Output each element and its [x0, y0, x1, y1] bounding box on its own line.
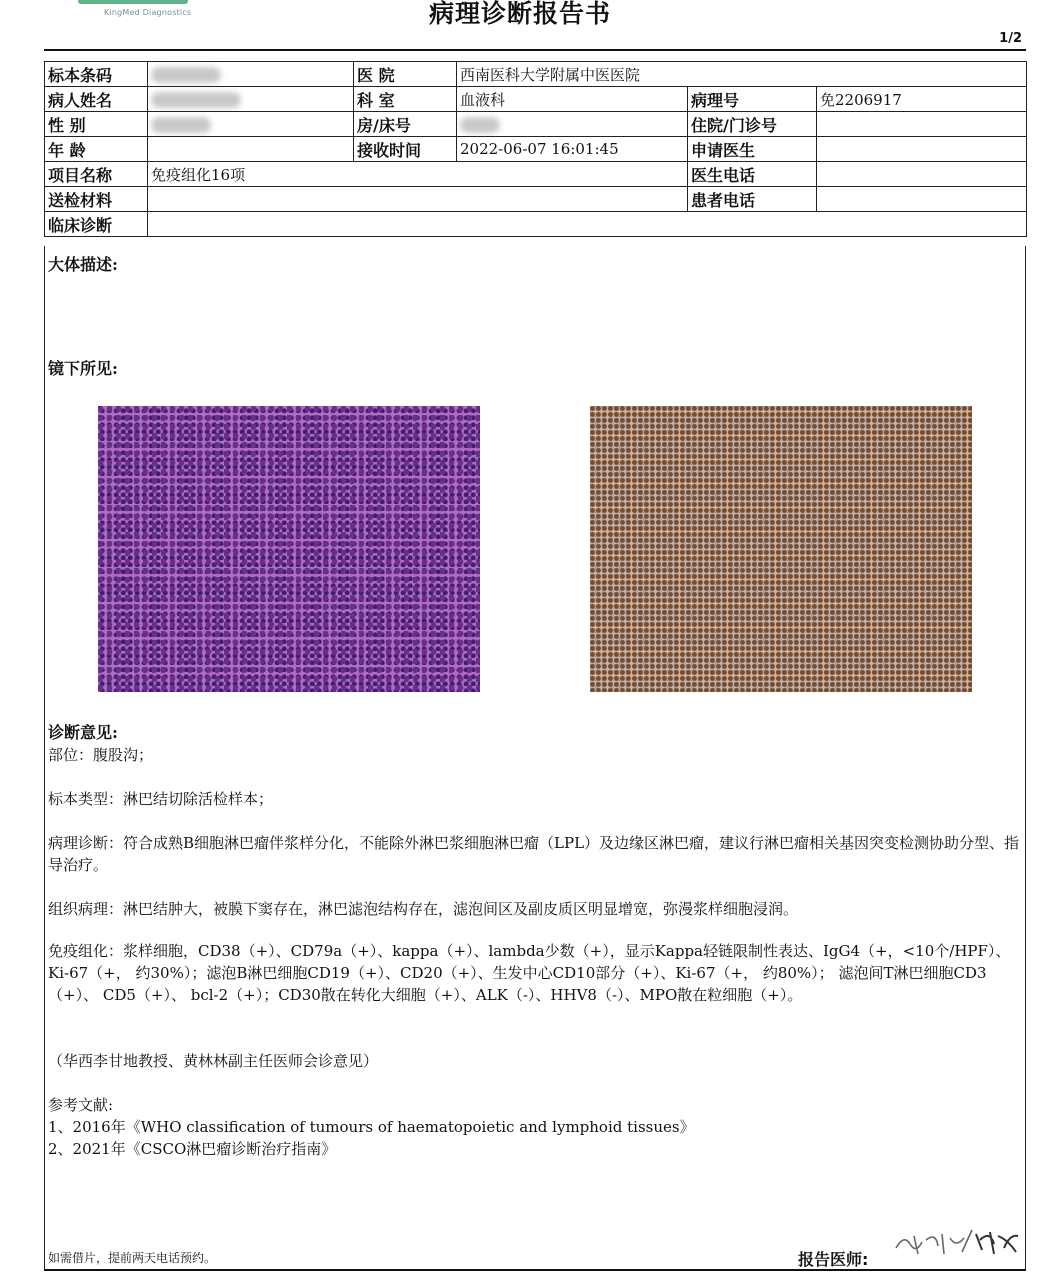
patient-name-value	[148, 87, 354, 112]
logo-text: KingMed Diagnostics	[104, 8, 192, 17]
page-title: 病理诊断报告书	[428, 0, 611, 28]
department-value: 血液科	[457, 87, 688, 112]
ward-bed-value	[457, 112, 688, 137]
page-number: 1/2	[999, 31, 1022, 46]
redacted-bed	[460, 117, 500, 133]
specimen-barcode-label: 标本条码	[45, 62, 148, 87]
ihc-stain-image	[590, 406, 972, 692]
age-label: 年 龄	[45, 137, 148, 162]
footer-note: 如需借片，提前两天电话预约。	[48, 1251, 217, 1265]
pathology-number-label: 病理号	[688, 87, 817, 112]
patient-info-table	[44, 61, 1027, 237]
sex-label: 性 别	[45, 112, 148, 137]
item-name-value: 免疫组化16项	[148, 162, 688, 187]
patient-phone-value	[817, 187, 1027, 212]
redacted-name	[151, 92, 241, 108]
he-stain-image	[98, 406, 480, 692]
diagnosis-histology: 组织病理：淋巴结肿大，被膜下窦存在，淋巴滤泡结构存在，滤泡间区及副皮质区明显增宽，弥漫浆样细胞浸润。	[48, 900, 799, 918]
diagnosis-site: 部位：腹股沟；	[48, 746, 154, 764]
reference-item: 1、2016年《WHO classification of tumours of haematopoietic and lymphoid tissues》	[48, 1118, 695, 1136]
material-label: 送检材料	[45, 187, 148, 212]
diagnosis-pathology: 病理诊断：符合成熟B细胞淋巴瘤伴浆样分化，不能除外淋巴浆细胞淋巴瘤（LPL）及边缘区淋巴瘤，建议行淋巴瘤相关基因突变检测协助分型、指导治疗。	[48, 834, 1020, 874]
clinical-diagnosis-label: 临床诊断	[45, 212, 148, 237]
patient-phone-label: 患者电话	[688, 187, 817, 212]
specimen-barcode-value	[148, 62, 354, 87]
patient-name-label: 病人姓名	[45, 87, 148, 112]
diagnosis-consultation: （华西李甘地教授、黄林林副主任医师会诊意见）	[48, 1052, 379, 1070]
doctor-phone-value	[817, 162, 1027, 187]
reporter-label: 报告医师:	[798, 1250, 869, 1269]
references-label: 参考文献:	[48, 1096, 114, 1114]
inpatient-number-value	[817, 112, 1027, 137]
age-value	[148, 137, 354, 162]
gross-description-label: 大体描述:	[48, 255, 118, 274]
diagnosis-ihc: 免疫组化：浆样细胞，CD38（+）、CD79a（+）、kappa（+）、lambda少数（+），显示Kappa轻链限制性表达、IgG4（+，<10个/HPF）、Ki-67（+， 约30%）；滤泡B淋巴细胞CD19（+）、CD20（+）、生发中心CD10部分（+）、Ki-67（+， 约80%）； 滤泡间T淋巴细胞CD3（+）、 CD5（+）、 bcl-2（+）；CD30散在转化大细胞（+）、ALK（-）、HHV8（-）、MPO散在粒细胞（+）。	[48, 942, 1011, 1004]
clinical-diagnosis-value	[148, 212, 1027, 237]
requesting-doctor-value	[817, 137, 1027, 162]
inpatient-number-label: 住院/门诊号	[688, 112, 817, 137]
item-name-label: 项目名称	[45, 162, 148, 187]
sex-value	[148, 112, 354, 137]
diagnosis-label: 诊断意见:	[48, 723, 118, 742]
redacted-sex	[151, 117, 211, 133]
reference-item: 2、2021年《CSCO淋巴瘤诊断治疗指南》	[48, 1140, 337, 1158]
received-time-label: 接收时间	[354, 137, 457, 162]
diagnosis-specimen-type: 标本类型：淋巴结切除活检样本；	[48, 790, 274, 808]
department-label: 科 室	[354, 87, 457, 112]
hospital-value: 西南医科大学附属中医医院	[457, 62, 1027, 87]
microscopy-label: 镜下所见:	[48, 359, 118, 378]
signature-image	[892, 1226, 1022, 1258]
pathology-number-value: 免2206917	[817, 87, 1027, 112]
doctor-phone-label: 医生电话	[688, 162, 817, 187]
received-time-value: 2022-06-07 16:01:45	[457, 137, 688, 162]
requesting-doctor-label: 申请医生	[688, 137, 817, 162]
material-value	[148, 187, 688, 212]
redacted-barcode	[151, 67, 221, 83]
top-rule	[44, 49, 1026, 51]
hospital-label: 医 院	[354, 62, 457, 87]
ward-bed-label: 房/床号	[354, 112, 457, 137]
